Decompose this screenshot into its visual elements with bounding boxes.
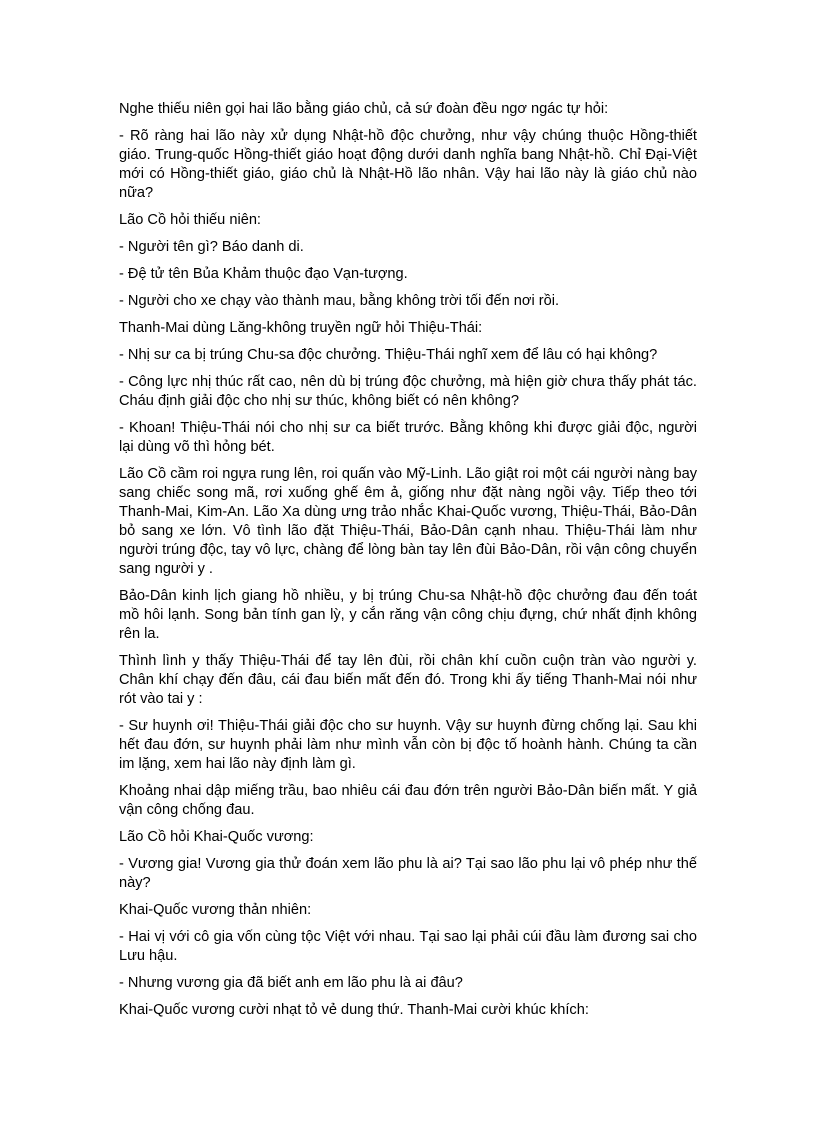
- paragraph-7: Thanh-Mai dùng Lăng-không truyền ngữ hỏi Thiệu-Thái:: [119, 320, 483, 336]
- paragraph-16: Lão Cồ hỏi Khai-Quốc vương:: [119, 829, 314, 845]
- paragraph-9: - Công lực nhị thúc rất cao, nên dù bị trúng độc chưởng, mà hiện giờ chưa thấy phát tác. Cháu định giải độc cho nhị sư thúc, không biết có nên không?: [119, 374, 697, 409]
- paragraph-5: - Đệ tử tên Bủa Khảm thuộc đạo Vạn-tượng.: [119, 266, 408, 282]
- paragraph-1: Nghe thiếu niên gọi hai lão bằng giáo chủ, cả sứ đoàn đều ngơ ngác tự hỏi:: [119, 101, 609, 117]
- paragraph-8: - Nhị sư ca bị trúng Chu-sa độc chưởng. Thiệu-Thái nghĩ xem để lâu có hại không?: [119, 347, 658, 363]
- paragraph-4: - Người tên gì? Báo danh di.: [119, 239, 304, 255]
- paragraph-19: - Hai vị với cô gia vốn cùng tộc Việt với nhau. Tại sao lại phải cúi đầu làm đương sai cho Lưu hậu.: [119, 929, 697, 964]
- paragraph-3: Lão Cồ hỏi thiếu niên:: [119, 212, 261, 228]
- paragraph-14: - Sư huynh ơi! Thiệu-Thái giải độc cho sư huynh. Vậy sư huynh đừng chống lại. Sau khi hết đau đớn, sư huynh phải làm như mình vẫn còn bị độc tố hoành hành. Chúng ta cần im lặng, xem hai lão này định làm gì.: [119, 718, 697, 772]
- paragraph-17: - Vương gia! Vương gia thử đoán xem lão phu là ai? Tại sao lão phu lại vô phép như thế này?: [119, 856, 697, 891]
- paragraph-21: Khai-Quốc vương cười nhạt tỏ vẻ dung thứ. Thanh-Mai cười khúc khích:: [119, 1002, 589, 1018]
- document-page: [119, 100, 697, 1028]
- paragraph-20: - Nhưng vương gia đã biết anh em lão phu là ai đâu?: [119, 975, 463, 991]
- paragraph-6: - Người cho xe chạy vào thành mau, bằng không trời tối đến nơi rồi.: [119, 293, 560, 309]
- paragraph-2: - Rõ ràng hai lão này xử dụng Nhật-hồ độc chưởng, như vậy chúng thuộc Hồng-thiết giáo. Trung-quốc Hồng-thiết giáo hoạt động dưới danh nghĩa bang Nhật-hồ. Chỉ Đại-Việt mới có Hồng-thiết giáo, giáo chủ là Nhật-Hồ lão nhân. Vậy hai lão này là giáo chủ nào nữa?: [119, 128, 697, 201]
- paragraph-18: Khai-Quốc vương thản nhiên:: [119, 902, 312, 918]
- paragraph-13: Thình lình y thấy Thiệu-Thái để tay lên đùi, rồi chân khí cuồn cuộn tràn vào người y. Chân khí chạy đến đâu, cái đau biến mất đến đó. Trong khi ấy tiếng Thanh-Mai nói như rót vào tai y :: [119, 653, 697, 707]
- paragraph-12: Bảo-Dân kinh lịch giang hồ nhiều, y bị trúng Chu-sa Nhật-hồ độc chưởng đau đến toát mồ hôi lạnh. Song bản tính gan lỳ, y cắn răng vận công chịu đựng, chứ nhất định không rên la.: [119, 588, 697, 642]
- paragraph-15: Khoảng nhai dập miếng trầu, bao nhiêu cái đau đớn trên người Bảo-Dân biến mất. Y giả vận công chống đau.: [119, 783, 697, 818]
- paragraph-11: Lão Cồ cầm roi ngựa rung lên, roi quấn vào Mỹ-Linh. Lão giật roi một cái người nàng bay sang chiếc song mã, rơi xuống ghế êm ả, giống như đặt nàng ngồi vậy. Tiếp theo tới Thanh-Mai, Kim-An. Lão Xa dùng ưng trảo nhắc Khai-Quốc vương, Thiệu-Thái, Bảo-Dân bỏ sang xe lớn. Vô tình lão đặt Thiệu-Thái, Bảo-Dân cạnh nhau. Thiệu-Thái làm như người trúng độc, tay vô lực, chàng để lòng bàn tay lên đùi Bảo-Dân, rồi vận công chuyển sang người y .: [119, 466, 697, 577]
- paragraph-10: - Khoan! Thiệu-Thái nói cho nhị sư ca biết trước. Bằng không khi được giải độc, người lại dùng võ thì hỏng bét.: [119, 420, 697, 455]
